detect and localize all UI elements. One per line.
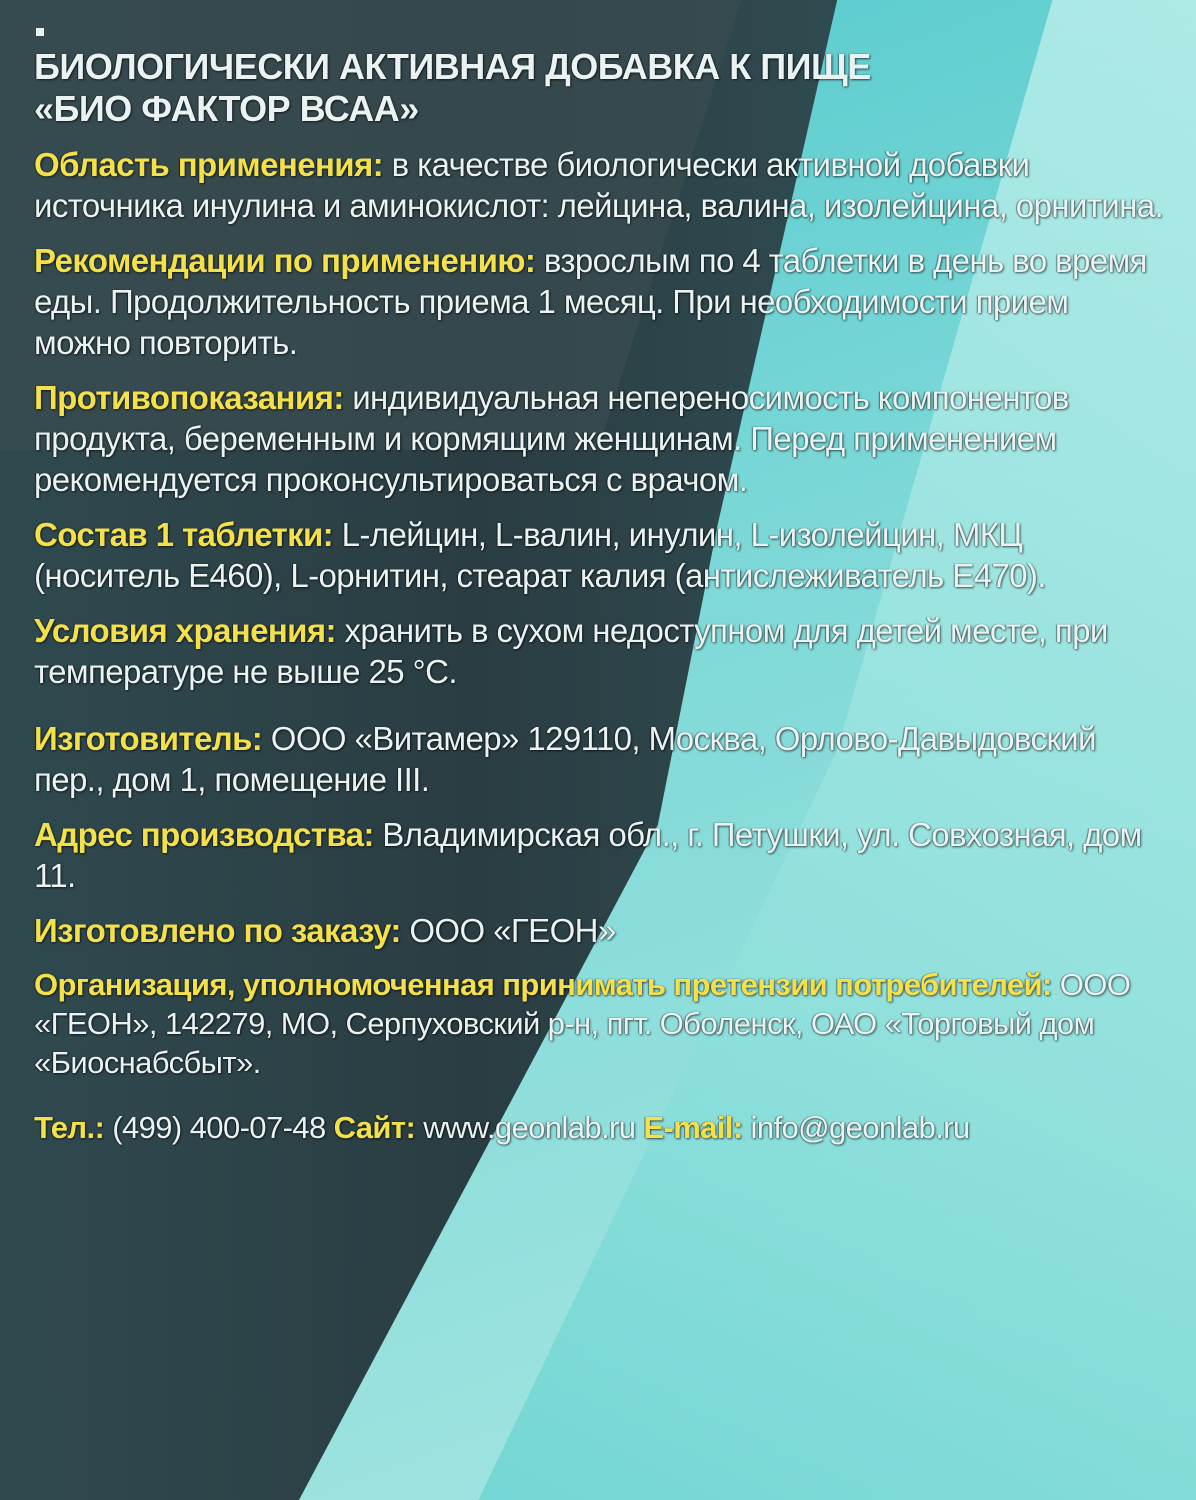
section-contraindications-label: Противопоказания: [34,379,344,416]
section-contraindications-text: индивидуальная непереносимость компонентов продукта, беременным и кормящим женщинам. Перед применением рекомендуется проконсультироваться с врачом. [34,379,1069,498]
section-storage-text: хранить в сухом недоступном для детей месте, при температуре не выше 25 °С. [34,612,1108,690]
section-organization [34,965,1164,1082]
section-storage [34,610,1164,692]
section-manufacturer-label: Изготовитель: [34,720,263,757]
section-ordered-by [34,910,1164,951]
section-area-text: в качестве биологически активной добавки источника инулина и аминокислот: лейцина, валина, изолейцина, орнитина. [34,146,1164,224]
product-name-title: «БИО ФАКТОР ВСАА» [34,88,419,129]
section-composition-text: L-лейцин, L-валин, инулин, L-изолейцин, МКЦ (носитель Е460), L-орнитин, стеарат калия (антислеживатель Е470). [34,516,1046,594]
section-recommendations-label: Рекомендации по применению: [34,242,536,279]
section-organization-label: Организация, уполномоченная принимать претензии потребителей: [34,967,1052,1002]
section-recommendations-text: взрослым по 4 таблетки в день во время еды. Продолжительность приема 1 месяц. При необходимости прием можно повторить. [34,242,1147,361]
section-composition [34,514,1164,596]
site-value: www.geonlab.ru [415,1110,644,1145]
section-production-address [34,814,1164,896]
site-label: Сайт: [333,1110,416,1145]
bullet-dot [36,28,44,36]
section-manufacturer [34,718,1164,800]
section-recommendations [34,240,1164,363]
label-text-block [34,28,1164,1147]
phone-value: (499) 400-07-48 [104,1110,334,1145]
section-ordered-by-label: Изготовлено по заказу: [34,912,401,949]
section-contraindications [34,377,1164,500]
section-manufacturer-text: ООО «Витамер» 129110, Москва, Орлово-Давыдовский пер., дом 1, помещение III. [34,720,1096,798]
section-storage-label: Условия хранения: [34,612,336,649]
section-ordered-by-text: ООО «ГЕОН» [400,912,616,949]
section-production-address-text: Владимирская обл., г. Петушки, ул. Совхозная, дом 11. [34,816,1142,894]
section-area-label: Область применения: [34,146,384,183]
section-area [34,144,1164,226]
email-value: info@geonlab.ru [742,1110,970,1145]
email-label: E-mail: [643,1110,743,1145]
contacts-line [34,1108,1164,1147]
section-organization-text: ООО «ГЕОН», 142279, МО, Серпуховский р-н, пгт. Оболенск, ОАО «Торговый дом «Биоснабсбыт». [34,967,1131,1080]
product-type-title: БИОЛОГИЧЕСКИ АКТИВНАЯ ДОБАВКА К ПИЩЕ [34,46,871,87]
section-production-address-label: Адрес производства: [34,816,374,853]
section-composition-label: Состав 1 таблетки: [34,516,334,553]
phone-label: Тел.: [34,1110,105,1145]
